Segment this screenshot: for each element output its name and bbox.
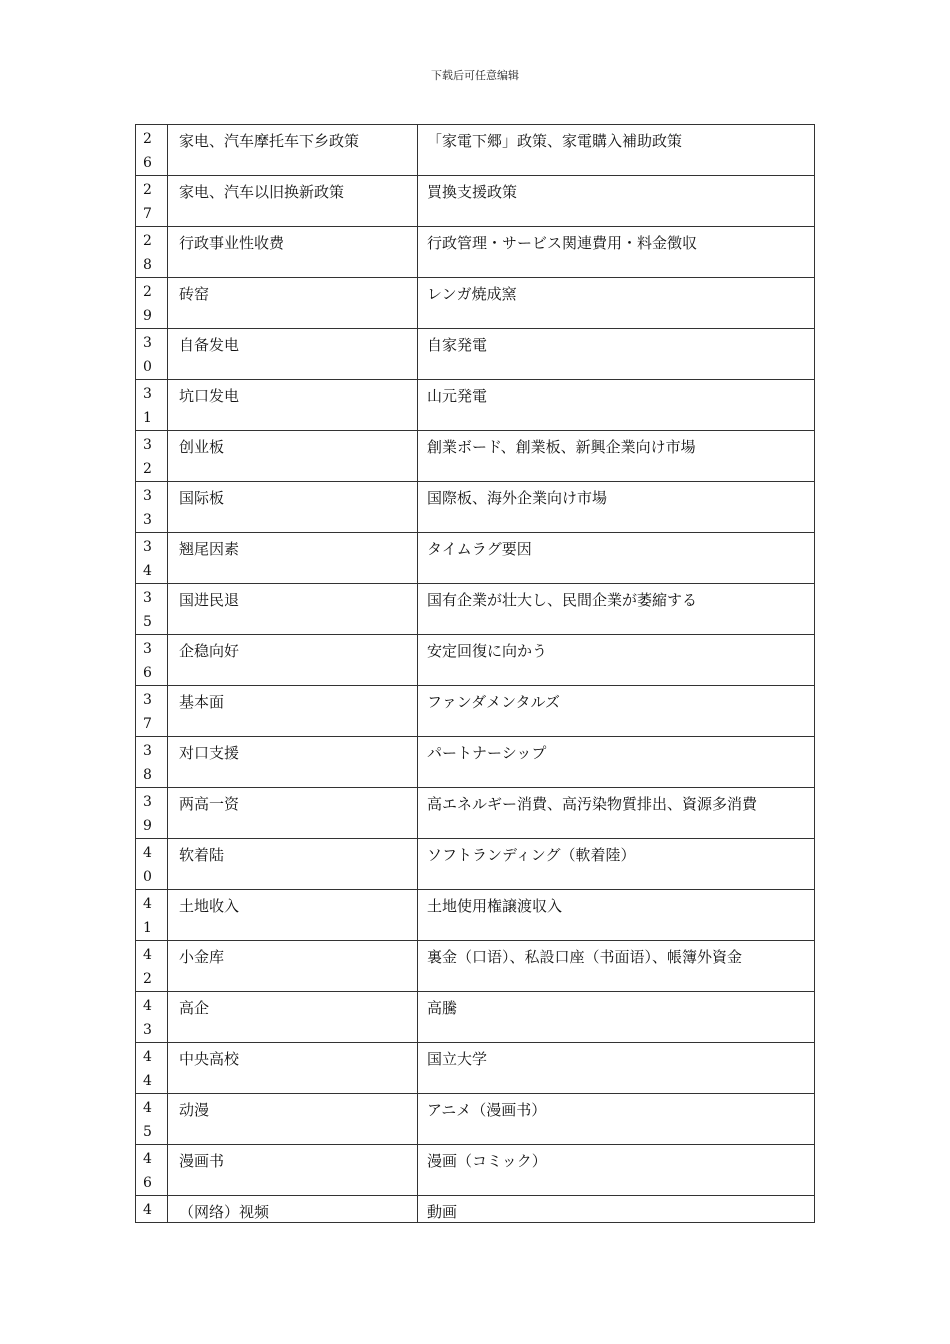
chinese-term: 砖窑	[179, 285, 210, 303]
japanese-translation: 安定回復に向かう	[427, 642, 548, 660]
chinese-term-cell	[168, 686, 418, 737]
row-number-cell	[136, 1196, 168, 1223]
table-row	[136, 482, 815, 533]
chinese-term-cell	[168, 329, 418, 380]
row-number-cell	[136, 380, 168, 431]
chinese-term-cell	[168, 1043, 418, 1094]
row-number-cell	[136, 533, 168, 584]
row-number-cell	[136, 941, 168, 992]
row-number-cell	[136, 788, 168, 839]
chinese-term-cell	[168, 584, 418, 635]
chinese-term-cell	[168, 533, 418, 584]
japanese-translation-cell	[418, 431, 815, 482]
row-number: 35	[143, 590, 152, 630]
table-row	[136, 533, 815, 584]
row-number: 37	[143, 692, 152, 732]
japanese-translation-cell	[418, 380, 815, 431]
japanese-translation-cell	[418, 737, 815, 788]
japanese-translation: タイムラグ要因	[427, 540, 532, 558]
row-number: 32	[143, 437, 152, 477]
chinese-term: 对口支援	[179, 744, 240, 762]
japanese-translation-cell	[418, 584, 815, 635]
table-row	[136, 125, 815, 176]
row-number: 39	[143, 794, 152, 834]
glossary-table	[135, 124, 815, 1223]
row-number: 46	[143, 1151, 152, 1191]
row-number: 43	[143, 998, 152, 1038]
row-number: 30	[143, 335, 152, 375]
japanese-translation: 「家電下郷」政策、家電購入補助政策	[427, 132, 683, 150]
japanese-translation-cell	[418, 1145, 815, 1196]
chinese-term-cell	[168, 1196, 418, 1223]
japanese-translation: 国立大学	[427, 1050, 488, 1068]
japanese-translation-cell	[418, 788, 815, 839]
chinese-term-cell	[168, 788, 418, 839]
japanese-translation: 裏金（口语）、私設口座（书面语）、帳簿外資金	[427, 948, 743, 966]
row-number-cell	[136, 431, 168, 482]
chinese-term-cell	[168, 635, 418, 686]
row-number: 40	[143, 845, 152, 885]
japanese-translation: レンガ焼成窯	[427, 285, 517, 303]
row-number-cell	[136, 482, 168, 533]
japanese-translation-cell	[418, 839, 815, 890]
table-row	[136, 941, 815, 992]
row-number-cell	[136, 227, 168, 278]
row-number-cell	[136, 992, 168, 1043]
table-row	[136, 1094, 815, 1145]
table-row	[136, 431, 815, 482]
japanese-translation-cell	[418, 176, 815, 227]
row-number: 36	[143, 641, 152, 681]
chinese-term-cell	[168, 1145, 418, 1196]
table-row	[136, 890, 815, 941]
japanese-translation: アニメ（漫画书）	[427, 1101, 547, 1119]
chinese-term-cell	[168, 941, 418, 992]
row-number-cell	[136, 890, 168, 941]
chinese-term: 中央高校	[179, 1050, 240, 1068]
japanese-translation-cell	[418, 890, 815, 941]
chinese-term: 行政事业性收费	[179, 234, 285, 252]
row-number-cell	[136, 1043, 168, 1094]
row-number: 33	[143, 488, 152, 528]
table-row	[136, 176, 815, 227]
row-number-cell	[136, 1145, 168, 1196]
chinese-term: 翘尾因素	[179, 540, 240, 558]
table-row	[136, 584, 815, 635]
chinese-term: 坑口发电	[179, 387, 240, 405]
japanese-translation: 高エネルギー消費、高汚染物質排出、資源多消費	[427, 795, 758, 813]
row-number-cell	[136, 584, 168, 635]
japanese-translation-cell	[418, 1196, 815, 1223]
chinese-term-cell	[168, 482, 418, 533]
japanese-translation-cell	[418, 941, 815, 992]
table-row	[136, 1145, 815, 1196]
table-row	[136, 788, 815, 839]
table-row	[136, 380, 815, 431]
table-row	[136, 278, 815, 329]
row-number: 27	[143, 182, 152, 222]
japanese-translation: 山元発電	[427, 387, 488, 405]
chinese-term: （网络）视频	[179, 1203, 270, 1221]
japanese-translation-cell	[418, 1094, 815, 1145]
chinese-term-cell	[168, 176, 418, 227]
row-number-cell	[136, 1094, 168, 1145]
row-number: 28	[143, 233, 152, 273]
row-number: 34	[143, 539, 152, 579]
row-number: 38	[143, 743, 152, 783]
chinese-term: 企稳向好	[179, 642, 240, 660]
chinese-term: 两高一资	[179, 795, 240, 813]
chinese-term-cell	[168, 125, 418, 176]
table-row	[136, 1196, 815, 1223]
row-number-cell	[136, 635, 168, 686]
chinese-term: 基本面	[179, 693, 225, 711]
row-number-cell	[136, 176, 168, 227]
row-number: 45	[143, 1100, 152, 1140]
chinese-term: 土地收入	[179, 897, 240, 915]
row-number-cell	[136, 278, 168, 329]
japanese-translation: パートナーシップ	[427, 744, 547, 762]
chinese-term-cell	[168, 1094, 418, 1145]
chinese-term-cell	[168, 737, 418, 788]
japanese-translation: ファンダメンタルズ	[427, 693, 561, 711]
row-number: 42	[143, 947, 152, 987]
japanese-translation: 行政管理・サービス関連費用・料金徴収	[427, 234, 698, 252]
japanese-translation: 創業ボード、創業板、新興企業向け市場	[427, 438, 696, 456]
table-row	[136, 329, 815, 380]
table-row	[136, 992, 815, 1043]
page-header: 下载后可任意编辑	[431, 69, 519, 82]
chinese-term: 家电、汽车以旧换新政策	[179, 183, 345, 201]
chinese-term: 创业板	[179, 438, 225, 456]
japanese-translation-cell	[418, 635, 815, 686]
chinese-term: 家电、汽车摩托车下乡政策	[179, 132, 360, 150]
row-number: 4	[143, 1202, 152, 1218]
table-row	[136, 227, 815, 278]
japanese-translation-cell	[418, 482, 815, 533]
row-number-cell	[136, 125, 168, 176]
japanese-translation: 土地使用権譲渡収入	[427, 897, 563, 915]
chinese-term: 小金库	[179, 948, 225, 966]
table-row	[136, 635, 815, 686]
japanese-translation-cell	[418, 1043, 815, 1094]
row-number-cell	[136, 839, 168, 890]
chinese-term-cell	[168, 992, 418, 1043]
row-number: 41	[143, 896, 152, 936]
chinese-term-cell	[168, 890, 418, 941]
chinese-term-cell	[168, 839, 418, 890]
chinese-term: 国进民退	[179, 591, 240, 609]
chinese-term: 软着陆	[179, 846, 225, 864]
table-row	[136, 686, 815, 737]
row-number-cell	[136, 686, 168, 737]
chinese-term: 动漫	[179, 1101, 210, 1119]
chinese-term: 自备发电	[179, 336, 240, 354]
chinese-term: 漫画书	[179, 1152, 225, 1170]
japanese-translation: 動画	[427, 1203, 458, 1221]
row-number: 44	[143, 1049, 152, 1089]
chinese-term-cell	[168, 227, 418, 278]
table-row	[136, 1043, 815, 1094]
chinese-term-cell	[168, 278, 418, 329]
chinese-term-cell	[168, 431, 418, 482]
japanese-translation: 国際板、海外企業向け市場	[427, 489, 608, 507]
japanese-translation: 漫画（コミック）	[427, 1152, 547, 1170]
japanese-translation: 自家発電	[427, 336, 488, 354]
chinese-term-cell	[168, 380, 418, 431]
japanese-translation-cell	[418, 227, 815, 278]
row-number-cell	[136, 329, 168, 380]
japanese-translation-cell	[418, 278, 815, 329]
japanese-translation-cell	[418, 329, 815, 380]
chinese-term: 国际板	[179, 489, 225, 507]
row-number: 26	[143, 131, 152, 171]
japanese-translation: 買換支援政策	[427, 183, 518, 201]
japanese-translation-cell	[418, 125, 815, 176]
glossary-table-body	[136, 125, 815, 1223]
japanese-translation-cell	[418, 992, 815, 1043]
row-number: 31	[143, 386, 152, 426]
japanese-translation-cell	[418, 686, 815, 737]
japanese-translation-cell	[418, 533, 815, 584]
table-row	[136, 737, 815, 788]
japanese-translation: 高騰	[427, 999, 458, 1017]
table-row	[136, 839, 815, 890]
japanese-translation: 国有企業が壮大し、民間企業が萎縮する	[427, 591, 698, 609]
row-number-cell	[136, 737, 168, 788]
chinese-term: 高企	[179, 999, 210, 1017]
row-number: 29	[143, 284, 152, 324]
japanese-translation: ソフトランディング（軟着陸）	[427, 846, 636, 864]
